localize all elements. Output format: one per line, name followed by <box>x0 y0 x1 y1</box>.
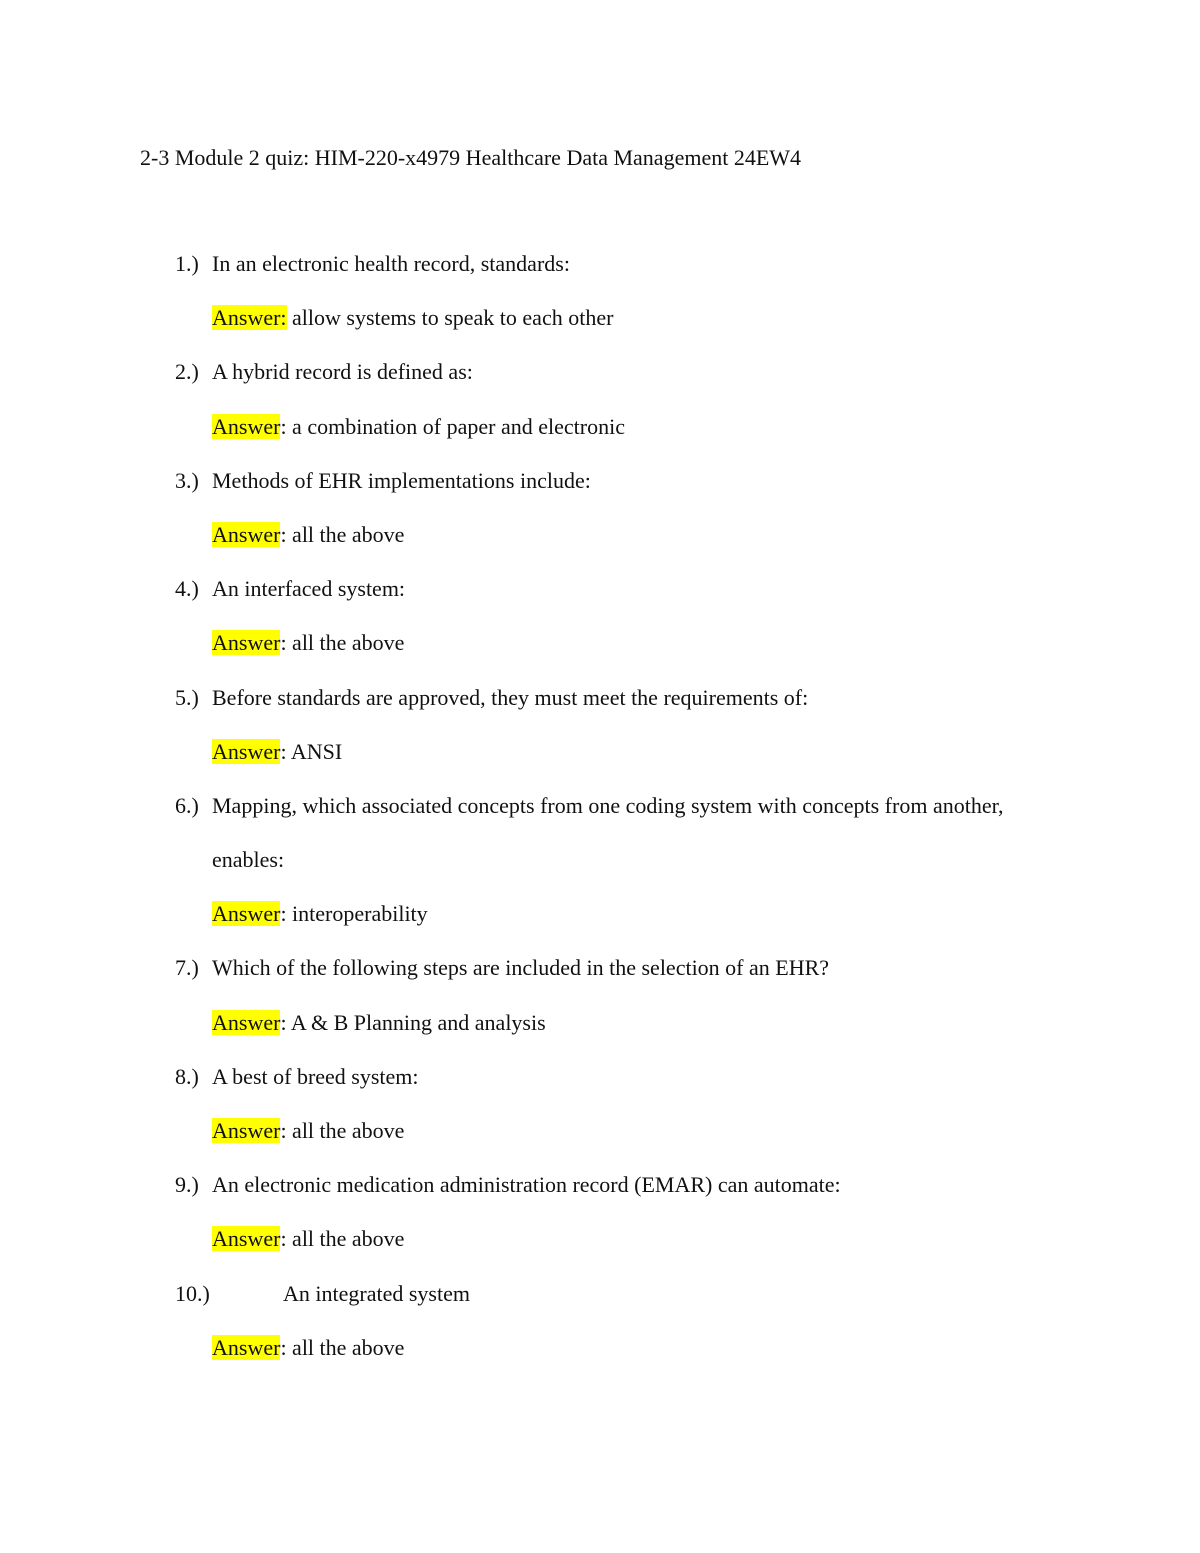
question-row <box>0 1167 1200 1221</box>
answer-row <box>0 625 1200 679</box>
question-text: Before standards are approved, they must meet the requirements of: <box>212 684 809 710</box>
answer-label-highlight: Answer <box>212 630 281 656</box>
question-list <box>0 246 1200 1384</box>
question-text: Mapping, which associated concepts from one coding system with concepts from another, <box>212 792 1004 818</box>
answer-label-highlight: Answer <box>212 1009 281 1035</box>
answer-row <box>0 1221 1200 1275</box>
question-row <box>0 788 1200 842</box>
question-row <box>0 463 1200 517</box>
answer-text: : ANSI <box>280 738 343 764</box>
answer-label-highlight: Answer <box>212 413 281 439</box>
answer-text: : interoperability <box>280 901 428 927</box>
answer-row <box>0 300 1200 354</box>
question-number: 5.) <box>175 684 199 710</box>
answer-text: : all the above <box>280 630 405 656</box>
question-number: 7.) <box>175 955 199 981</box>
answer-text: allow systems to speak to each other <box>286 305 614 331</box>
question-row <box>0 950 1200 1004</box>
answer-label-highlight: Answer <box>212 521 281 547</box>
answer-label-highlight: Answer <box>212 1226 281 1252</box>
answer-label-highlight: Answer: <box>212 305 287 331</box>
question-number: 1.) <box>175 251 199 276</box>
question-number: 6.) <box>175 792 199 818</box>
answer-line <box>212 300 613 336</box>
question-text: An interfaced system: <box>212 576 406 602</box>
answer-label-highlight: Answer <box>212 1118 281 1143</box>
question-text: An electronic medication administration record (EMAR) can automate: <box>212 1172 841 1198</box>
answer-label-highlight: Answer <box>212 738 281 764</box>
answer-line <box>212 1221 404 1257</box>
answer-row <box>0 734 1200 788</box>
answer-row <box>0 1330 1200 1384</box>
answer-row <box>0 409 1200 463</box>
answer-text: : all the above <box>280 521 405 547</box>
answer-line <box>212 625 404 661</box>
answer-text: : a combination of paper and electronic <box>280 413 625 439</box>
answer-row <box>0 517 1200 571</box>
answer-line <box>212 1005 546 1041</box>
answer-row <box>0 1005 1200 1059</box>
answer-line <box>212 896 428 932</box>
question-text: In an electronic health record, standards: <box>212 251 570 276</box>
answer-line <box>212 1113 404 1149</box>
answer-row <box>0 896 1200 950</box>
question-text: Which of the following steps are included in the selection of an EHR? <box>212 955 830 981</box>
question-number: 2.) <box>175 359 199 385</box>
answer-line <box>212 1330 404 1366</box>
answer-text: : A & B Planning and analysis <box>280 1009 546 1035</box>
question-text: Methods of EHR implementations include: <box>212 467 591 493</box>
question-row <box>0 246 1200 300</box>
question-row <box>0 680 1200 734</box>
answer-line <box>212 517 404 553</box>
answer-text: : all the above <box>280 1226 405 1252</box>
answer-label-highlight: Answer <box>212 1334 281 1360</box>
question-text: A best of breed system: <box>212 1063 419 1089</box>
answer-line <box>212 409 625 445</box>
answer-row <box>0 1113 1200 1167</box>
question-text: A hybrid record is defined as: <box>212 359 473 385</box>
answer-text: : all the above <box>280 1118 405 1143</box>
question-number: 8.) <box>175 1063 199 1089</box>
question-row <box>0 1276 1200 1330</box>
question-row <box>0 571 1200 625</box>
question-number: 9.) <box>175 1172 199 1198</box>
question-row <box>0 354 1200 408</box>
question-continuation-row <box>0 842 1200 896</box>
answer-text: : all the above <box>280 1334 405 1360</box>
answer-line <box>212 734 342 770</box>
question-text: An integrated system <box>283 1280 470 1306</box>
question-number: 4.) <box>175 576 199 602</box>
question-text: enables: <box>212 847 285 873</box>
question-number: 10.) <box>175 1280 210 1306</box>
document-title: 2-3 Module 2 quiz: HIM-220-x4979 Healthcare Data Management 24EW4 <box>140 145 802 170</box>
answer-label-highlight: Answer <box>212 901 281 927</box>
question-row <box>0 1059 1200 1113</box>
question-number: 3.) <box>175 467 199 493</box>
